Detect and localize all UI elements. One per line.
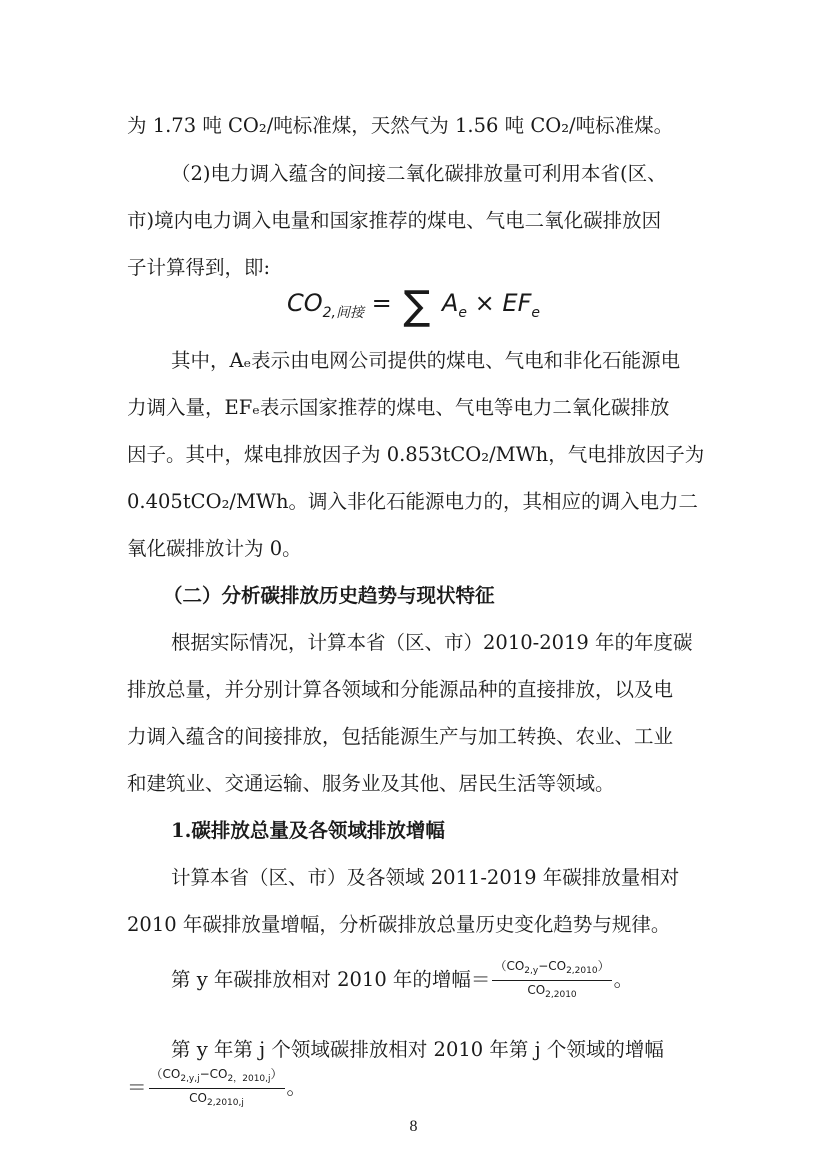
paragraph3-line2: 力调入量，EFₑ表示国家推荐的煤电、气电等电力二氧化碳排放	[127, 396, 670, 419]
paragraph6-line1: 第 y 年第 j 个领域碳排放相对 2010 年第 j 个领域的增幅	[171, 1038, 664, 1061]
paragraph2-line1: （2)电力调入蕴含的间接二氧化碳排放量可利用本省(区、	[171, 162, 667, 185]
formula-term2: EF	[502, 289, 532, 317]
section-heading: （二）分析碳排放历史趋势与现状特征	[163, 584, 495, 607]
formula-term1-sub: e	[458, 305, 468, 321]
growth-formula-sector	[127, 1066, 827, 1111]
paragraph4-line2: 排放总量，并分别计算各领域和分能源品种的直接排放，以及电	[127, 678, 674, 701]
formula-lhs: CO	[286, 289, 323, 317]
formula-sigma: ∑	[403, 283, 431, 329]
formula3-suffix: 。	[286, 1076, 307, 1099]
formula2-prefix: 第 y 年碳排放相对 2010 年的增幅＝	[171, 968, 491, 991]
formula-times: ×	[474, 289, 495, 317]
paragraph4-line3: 力调入蕴含的间接排放，包括能源生产与加工转换、农业、工业	[127, 725, 674, 748]
paragraph1-line1: 为 1.73 吨 CO₂/吨标准煤，天然气为 1.56 吨 CO₂/吨标准煤。	[127, 114, 674, 137]
paragraph2-line3: 子计算得到，即:	[127, 256, 271, 279]
formula3-fraction	[149, 1066, 285, 1111]
paragraph4-line4: 和建筑业、交通运输、服务业及其他、居民生活等领域。	[127, 772, 615, 795]
paragraph3-line5: 氧化碳排放计为 0。	[127, 537, 302, 560]
growth-formula-total	[171, 958, 827, 1003]
page-number: 8	[409, 1118, 418, 1135]
paragraph5-line2: 2010 年碳排放量增幅，分析碳排放总量历史变化趋势与规律。	[127, 913, 671, 936]
formula3-denominator: $CO_{2,2010,j}$	[189, 1091, 244, 1108]
formula2-denominator: $CO_{2,2010}$	[527, 983, 577, 1000]
paragraph3-line3: 因子。其中，煤电排放因子为 0.853tCO₂/MWh，气电排放因子为	[127, 443, 705, 466]
paragraph2-line2: 市)境内电力调入电量和国家推荐的煤电、气电二氧化碳排放因	[127, 209, 662, 232]
paragraph5-line1: 计算本省（区、市）及各领域 2011-2019 年碳排放量相对	[171, 866, 680, 889]
indirect-emission-formula	[0, 283, 827, 333]
formula2-numerator: $(CO_{2,y}-CO_{2,2010})$	[492, 958, 611, 981]
formula-equals: =	[371, 289, 392, 317]
formula2-suffix: 。	[613, 968, 634, 991]
formula3-prefix: ＝	[127, 1076, 147, 1099]
formula-term2-sub: e	[531, 305, 541, 321]
subsection-heading: 1.碳排放总量及各领域排放增幅	[171, 819, 445, 842]
formula-lhs-sub: 2,间接	[322, 305, 364, 321]
paragraph4-line1: 根据实际情况，计算本省（区、市）2010-2019 年的年度碳	[171, 631, 693, 654]
paragraph3-line1: 其中，Aₑ表示由电网公司提供的煤电、气电和非化石能源电	[171, 349, 681, 372]
formula-term1: A	[441, 289, 459, 317]
formula2-fraction	[492, 958, 611, 1003]
paragraph3-line4: 0.405tCO₂/MWh。调入非化石能源电力的，其相应的调入电力二	[127, 490, 699, 513]
formula3-numerator: $(CO_{2,y,j}-CO_{2,2010,j})$	[149, 1066, 285, 1089]
